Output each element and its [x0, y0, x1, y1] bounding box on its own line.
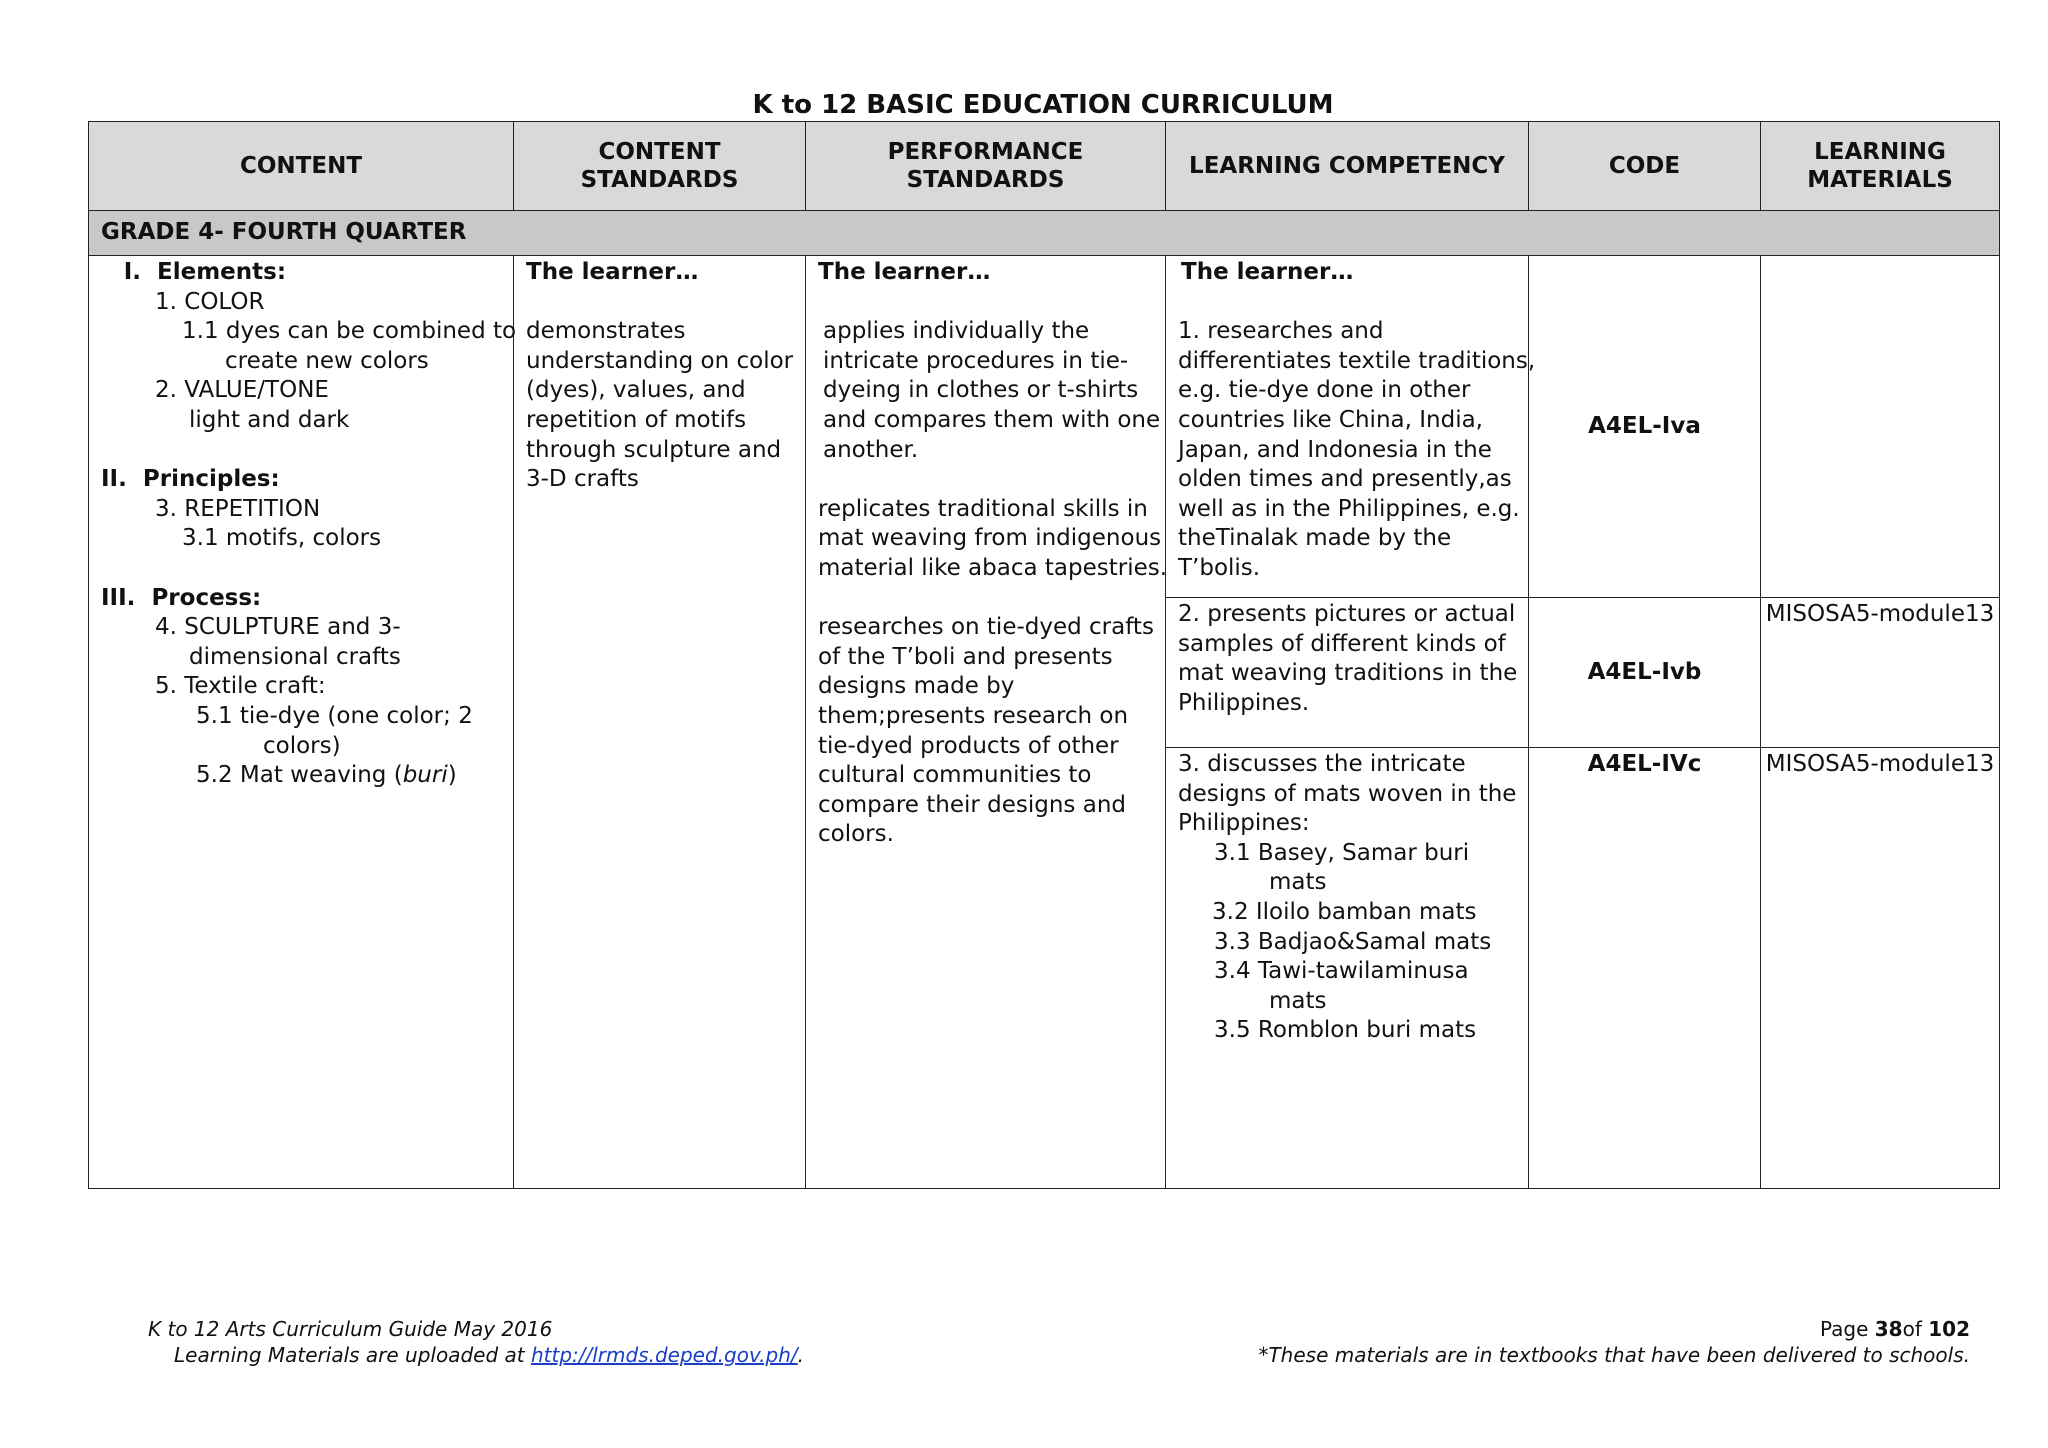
content-principles: II. Principles: — [101, 466, 280, 493]
content-color-sub-cont: create new colors — [225, 347, 429, 374]
content-value-sub: light and dark — [189, 406, 350, 433]
content-value: 2. VALUE/TONE — [155, 377, 329, 404]
competency-line: 3. discusses the intricate — [1178, 751, 1466, 777]
competency-subitem: 3.2 Iloilo bamban mats — [1212, 898, 1477, 925]
content-standards-line: demonstrates — [526, 318, 686, 345]
competency-line: mat weaving traditions in the — [1178, 660, 1518, 687]
performance-line: tie-dyed products of other — [818, 732, 1119, 759]
materials-cell-3: MISOSA5-module13 — [1761, 748, 2000, 1189]
performance-line: them;presents research on — [818, 702, 1129, 729]
performance-line: material like abaca tapestries. — [818, 554, 1168, 581]
competency-line: samples of different kinds of — [1178, 630, 1506, 657]
performance-line: of the T’boli and presents — [818, 643, 1113, 670]
competency-line: T’bolis. — [1178, 554, 1261, 581]
competency-line: differentiates textile traditions, — [1178, 347, 1536, 374]
content-mat-weaving: 5.2 Mat weaving (buri) — [196, 762, 457, 789]
header-learning-competency: LEARNING COMPETENCY — [1166, 122, 1529, 211]
content-standards-line: through sculpture and — [526, 436, 782, 463]
competency-row-1 — [89, 256, 2000, 598]
performance-line: designs made by — [818, 673, 1015, 700]
competency-lead: The learner… — [1181, 259, 1354, 285]
performance-line: and compares them with one — [823, 406, 1161, 433]
performance-line: another. — [823, 436, 919, 463]
performance-line: applies individually the — [823, 318, 1090, 345]
competency-line: well as in the Philippines, e.g. — [1178, 495, 1520, 522]
competency-line: 2. presents pictures or actual — [1178, 601, 1516, 627]
performance-line: intricate procedures in tie- — [823, 347, 1129, 374]
header-row — [89, 122, 2000, 211]
header-content: CONTENT — [89, 122, 514, 211]
content-tiedye-cont: colors) — [263, 732, 341, 759]
performance-line: colors. — [818, 821, 894, 848]
content-standards-lead: The learner… — [526, 259, 699, 285]
header-content-standards: CONTENT STANDARDS — [514, 122, 806, 211]
competency-line: olden times and presently,as — [1178, 466, 1512, 493]
performance-line: researches on tie-dyed crafts — [818, 614, 1154, 641]
competency-line: Philippines: — [1178, 810, 1310, 837]
curriculum-table — [88, 121, 2000, 1189]
quarter-row — [89, 211, 2000, 256]
competency-subitem: 3.5 Romblon buri mats — [1214, 1017, 1477, 1044]
performance-standards-lead: The learner… — [818, 259, 991, 285]
quarter-label: GRADE 4- FOURTH QUARTER — [89, 211, 2000, 256]
content-standards-cell — [514, 256, 806, 1189]
competency-line: Philippines. — [1178, 689, 1310, 716]
competency-line: countries like China, India, — [1178, 406, 1483, 433]
performance-line: cultural communities to — [818, 762, 1092, 789]
content-process: III. Process: — [101, 584, 262, 611]
content-sculpture: 4. SCULPTURE and 3- — [155, 614, 401, 641]
content-elements: I. Elements: — [123, 259, 287, 285]
performance-line: dyeing in clothes or t-shirts — [823, 377, 1139, 404]
content-standards-line: (dyes), values, and — [526, 377, 746, 404]
content-sculpture-cont: dimensional crafts — [189, 643, 401, 670]
content-tiedye: 5.1 tie-dye (one color; 2 — [196, 702, 473, 729]
competency-subitem: 3.4 Tawi-tawilaminusa — [1214, 958, 1469, 985]
competency-subitem: mats — [1269, 869, 1327, 896]
performance-line: mat weaving from indigenous — [818, 525, 1162, 552]
header-code: CODE — [1529, 122, 1761, 211]
competency-cell-1 — [1166, 256, 1536, 598]
competency-cell-2 — [1166, 598, 1529, 748]
page-number: Page 38of 102 — [1819, 1317, 1970, 1341]
competency-line: Japan, and Indonesia in the — [1178, 436, 1492, 463]
content-repetition-sub: 3.1 motifs, colors — [182, 525, 382, 552]
code-cell-1: A4EL-Iva — [1529, 256, 1761, 598]
content-standards-line: understanding on color — [526, 347, 794, 374]
header-performance-standards: PERFORMANCE STANDARDS — [806, 122, 1166, 211]
competency-subitem: 3.1 Basey, Samar buri — [1214, 839, 1470, 866]
competency-line: designs of mats woven in the — [1178, 780, 1517, 807]
code-cell-3: A4EL-IVc — [1529, 748, 1761, 1189]
code-cell-2: A4EL-Ivb — [1529, 598, 1761, 748]
content-color: 1. COLOR — [155, 288, 265, 315]
performance-standards-cell — [806, 256, 1166, 1189]
content-repetition: 3. REPETITION — [155, 495, 321, 522]
footer-guide: K to 12 Arts Curriculum Guide May 2016 — [148, 1317, 553, 1341]
content-cell — [89, 256, 517, 1189]
competency-line: e.g. tie-dye done in other — [1178, 377, 1471, 404]
materials-cell-1 — [1761, 256, 2000, 598]
content-standards-line: repetition of motifs — [526, 406, 747, 433]
competency-line: 1. researches and — [1178, 318, 1384, 345]
competency-subitem: 3.3 Badjao&Samal mats — [1214, 928, 1492, 955]
competency-cell-3 — [1166, 748, 1529, 1189]
content-color-sub: 1.1 dyes can be combined to — [182, 318, 517, 345]
footer-uploaded: Learning Materials are uploaded at http://lrmds.deped.gov.ph/. — [174, 1343, 805, 1367]
content-standards-line: 3-D crafts — [526, 466, 639, 493]
page-title: K to 12 BASIC EDUCATION CURRICULUM — [752, 90, 1334, 120]
competency-subitem: mats — [1269, 987, 1327, 1014]
header-learning-materials: LEARNING MATERIALS — [1761, 122, 2000, 211]
content-textile: 5. Textile craft: — [155, 673, 326, 700]
performance-line: compare their designs and — [818, 791, 1126, 818]
materials-cell-2: MISOSA5-module13 — [1761, 598, 2000, 748]
footer-note: *These materials are in textbooks that have been delivered to schools. — [1258, 1343, 1970, 1367]
performance-line: replicates traditional skills in — [818, 495, 1148, 522]
competency-line: theTinalak made by the — [1178, 525, 1452, 552]
lrmds-link[interactable]: http://lrmds.deped.gov.ph/ — [530, 1343, 798, 1367]
